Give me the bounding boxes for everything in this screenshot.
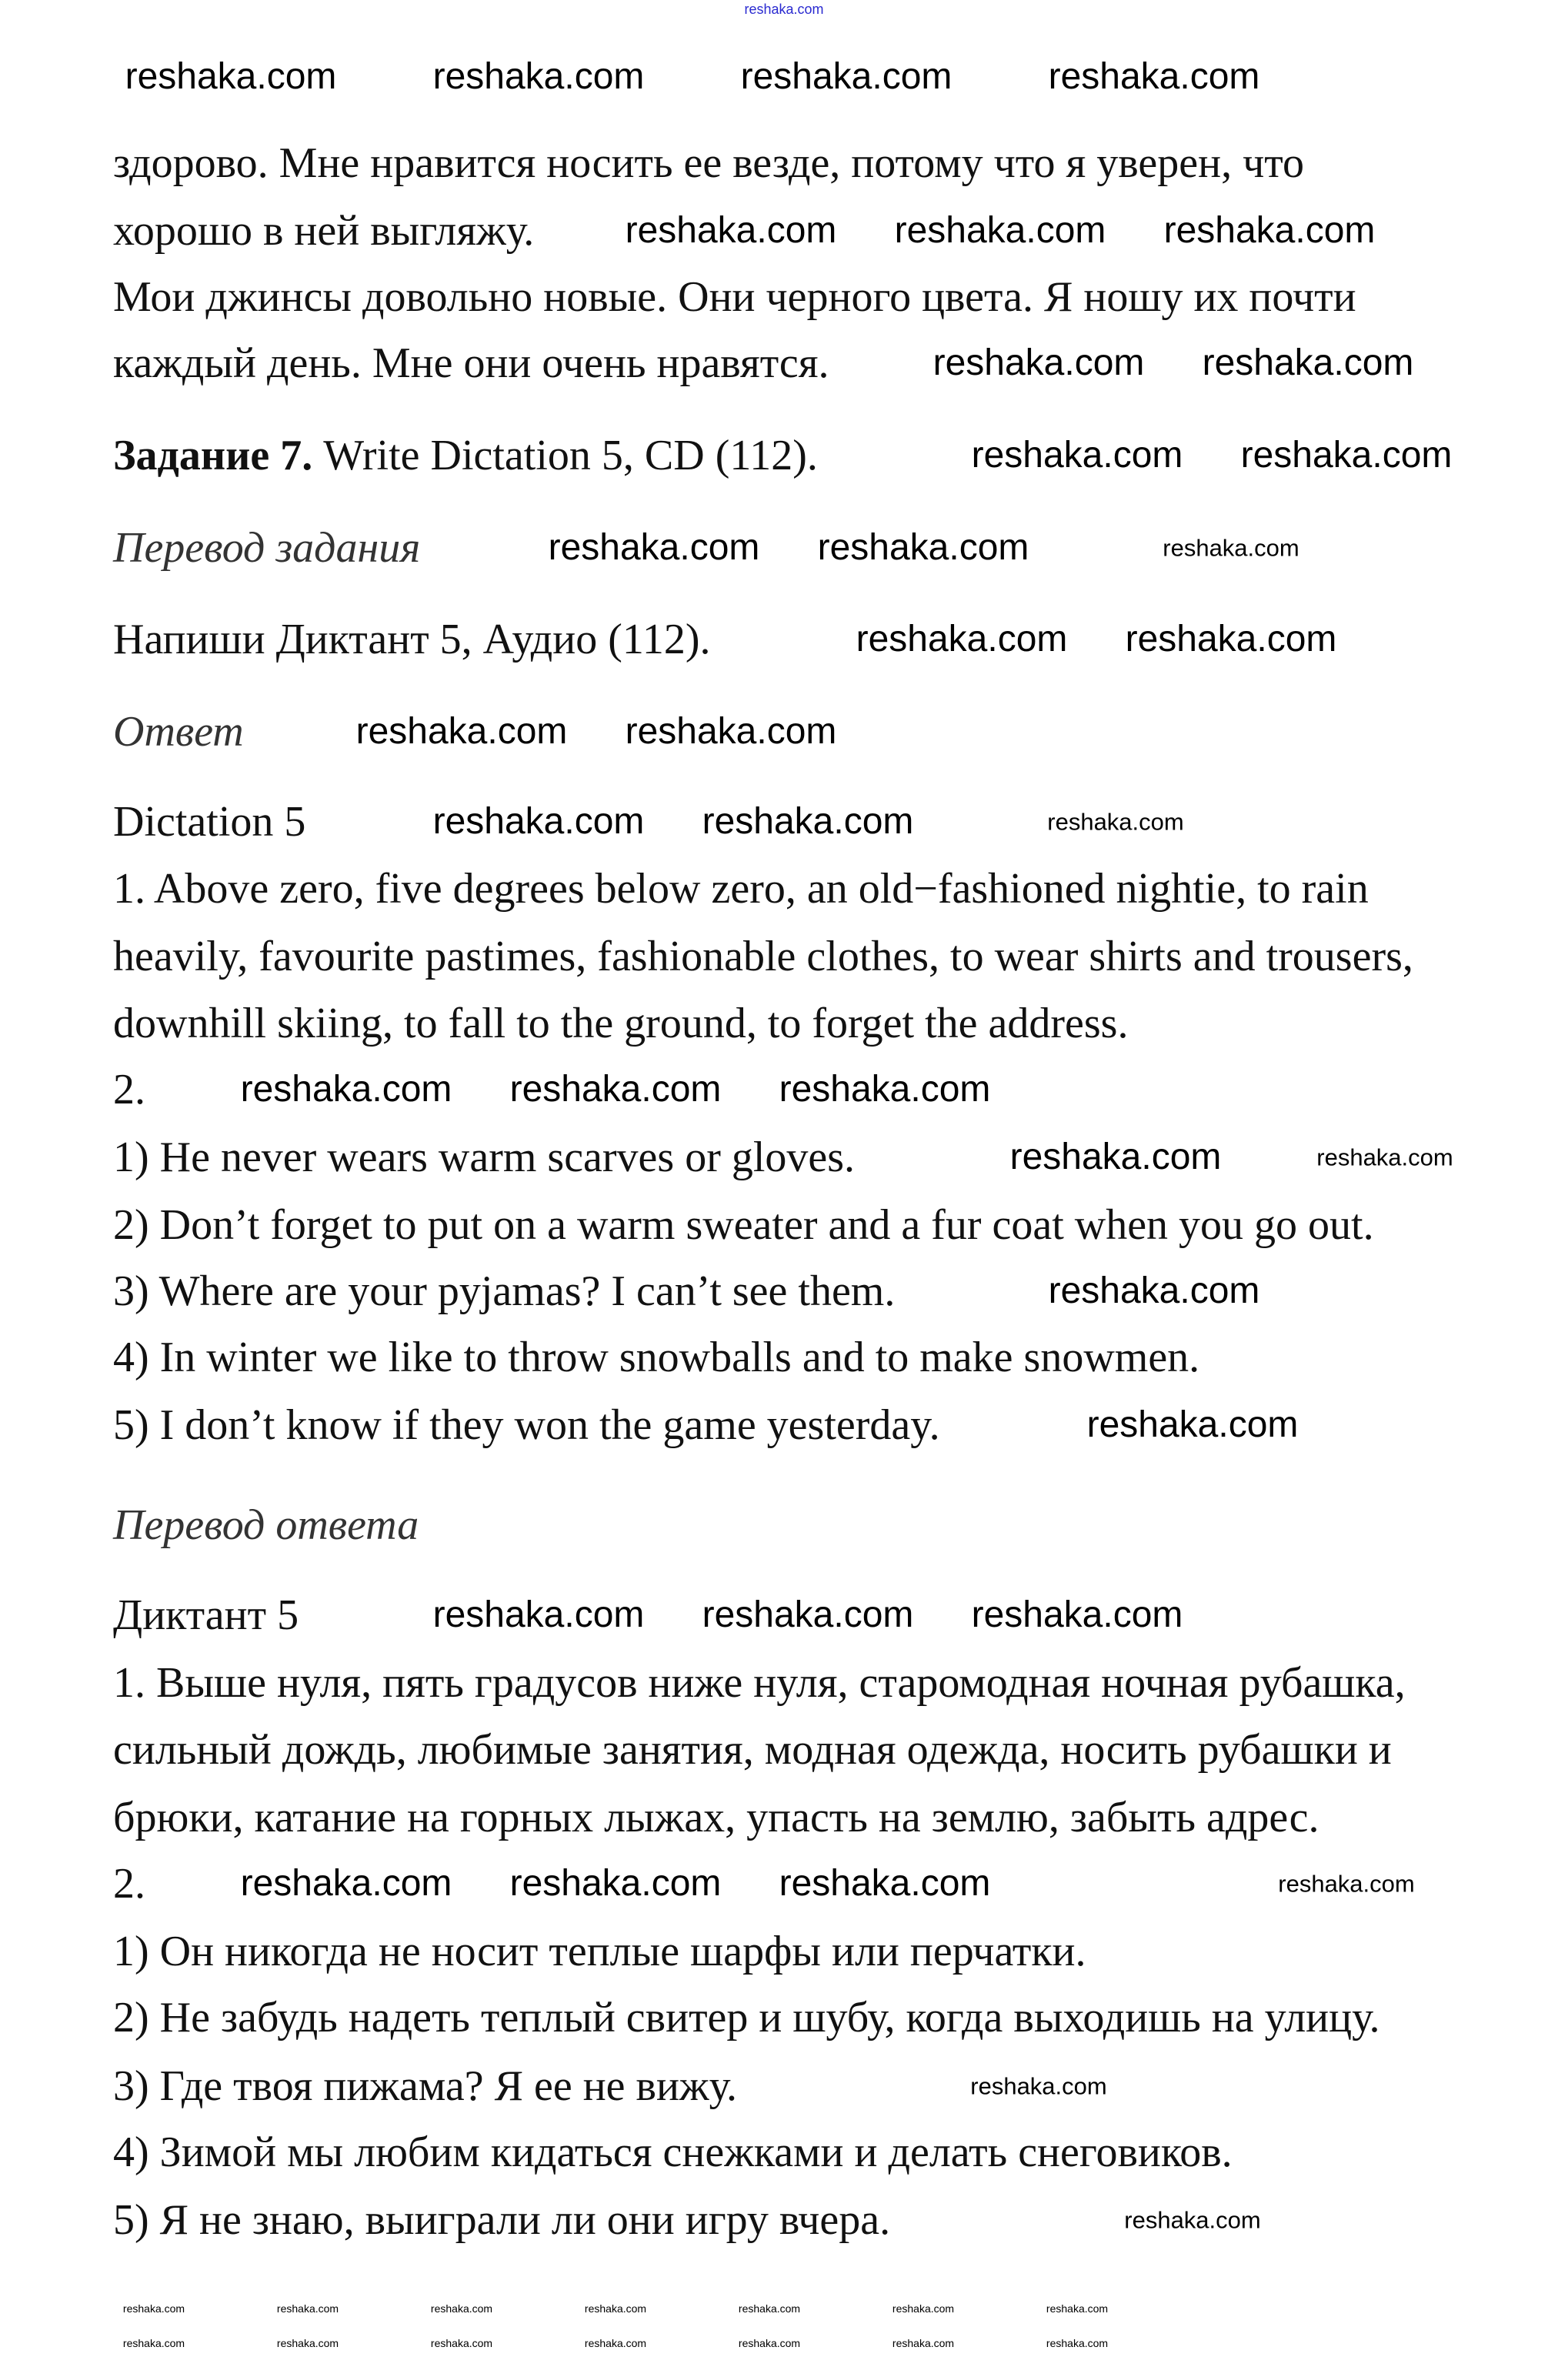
watermark: reshaka.com <box>432 1594 645 1635</box>
watermark: reshaka.com <box>779 1863 991 1904</box>
watermark: reshaka.com <box>1086 1404 1299 1445</box>
text-line: heavily, favourite pastimes, fashionable clothes, to wear shirts and trousers, <box>113 933 1413 980</box>
sentence: 3) Где твоя пижама? Я ее не вижу. <box>113 2062 738 2110</box>
watermark: reshaka.com <box>548 527 760 568</box>
watermark: reshaka.com <box>430 2337 493 2349</box>
watermark: reshaka.com <box>970 2072 1107 2100</box>
watermark: reshaka.com <box>509 1069 722 1110</box>
text-line: downhill skiing, to fall to the ground, to forget the address. <box>113 1000 1129 1047</box>
watermark: reshaka.com <box>738 2337 801 2349</box>
watermark: reshaka.com <box>1124 2206 1261 2234</box>
sentence: 3) Where are your pyjamas? I can’t see them. <box>113 1267 896 1315</box>
text-line: Мои джинсы довольно новые. Они черного цвета. Я ношу их почти <box>113 273 1356 321</box>
sentence: 4) Зимой мы любим кидаться снежками и делать снеговиков. <box>113 2128 1233 2176</box>
sentence: 2) Не забудь надеть теплый свитер и шубу, когда выходишь на улицу. <box>113 1994 1380 2041</box>
task-text: Write Dictation 5, CD (112). <box>312 432 818 479</box>
watermark: reshaka.com <box>584 2337 647 2349</box>
watermark: reshaka.com <box>1048 1270 1260 1311</box>
watermark: reshaka.com <box>1202 342 1414 383</box>
watermark: reshaka.com <box>125 56 337 97</box>
watermark: reshaka.com <box>817 527 1029 568</box>
text-line: хорошо в ней выгляжу. <box>113 207 535 255</box>
watermark: reshaka.com <box>892 2302 955 2315</box>
sentence: 5) Я не знаю, выиграли ли они игру вчера. <box>113 2196 891 2244</box>
sentence: 4) In winter we like to throw snowballs and to make snowmen. <box>113 1334 1200 1381</box>
part-label: 2. <box>113 1860 145 1908</box>
watermark: reshaka.com <box>702 801 914 842</box>
watermark: reshaka.com <box>432 56 645 97</box>
watermark: reshaka.com <box>240 1863 452 1904</box>
task-translation: Напиши Диктант 5, Аудио (112). <box>113 616 711 663</box>
watermark: reshaka.com <box>971 1594 1183 1635</box>
watermark: reshaka.com <box>509 1863 722 1904</box>
watermark: reshaka.com <box>1046 2337 1109 2349</box>
sentence: 5) I don’t know if they won the game yesterday. <box>113 1401 940 1449</box>
watermark: reshaka.com <box>1278 1870 1415 1898</box>
text-line: 1. Above zero, five degrees below zero, an old−fashioned nightie, to rain <box>113 865 1369 913</box>
watermark: reshaka.com <box>892 2337 955 2349</box>
watermark: reshaka.com <box>702 1594 914 1635</box>
task-heading <box>113 434 818 477</box>
watermark: reshaka.com <box>430 2302 493 2315</box>
sentence: 1) Он никогда не носит теплые шарфы или перчатки. <box>113 1928 1086 1975</box>
watermark: reshaka.com <box>122 2337 185 2349</box>
watermark: reshaka.com <box>1046 2302 1109 2315</box>
dictation-title: Dictation 5 <box>113 798 306 846</box>
text-line: 1. Выше нуля, пять градусов ниже нуля, старомодная ночная рубашка, <box>113 1659 1406 1707</box>
site-link-watermark[interactable]: reshaka.com <box>744 2 824 17</box>
watermark: reshaka.com <box>740 56 952 97</box>
text-line: здорово. Мне нравится носить ее везде, потому что я уверен, что <box>113 139 1304 187</box>
watermark: reshaka.com <box>932 342 1145 383</box>
watermark: reshaka.com <box>1316 1143 1453 1171</box>
watermark: reshaka.com <box>1163 210 1376 251</box>
text-line: сильный дождь, любимые занятия, модная одежда, носить рубашки и <box>113 1726 1392 1774</box>
watermark: reshaka.com <box>625 711 837 752</box>
watermark: reshaka.com <box>584 2302 647 2315</box>
dictation-title-ru: Диктант 5 <box>113 1591 299 1639</box>
watermark: reshaka.com <box>894 210 1106 251</box>
watermark: reshaka.com <box>1048 56 1260 97</box>
watermark: reshaka.com <box>1009 1137 1222 1177</box>
watermark: reshaka.com <box>1125 619 1337 659</box>
text-line: брюки, катание на горных лыжах, упасть на землю, забыть адрес. <box>113 1794 1319 1841</box>
watermark: reshaka.com <box>276 2337 339 2349</box>
watermark: reshaka.com <box>971 435 1183 476</box>
sentence: 1) He never wears warm scarves or gloves. <box>113 1133 856 1181</box>
watermark: reshaka.com <box>276 2302 339 2315</box>
watermark: reshaka.com <box>432 801 645 842</box>
part-label: 2. <box>113 1066 145 1113</box>
sentence: 2) Don’t forget to put on a warm sweater and a fur coat when you go out. <box>113 1201 1374 1249</box>
watermark: reshaka.com <box>1240 435 1453 476</box>
translation-heading: Перевод задания <box>113 524 421 572</box>
watermark: reshaka.com <box>355 711 568 752</box>
watermark: reshaka.com <box>738 2302 801 2315</box>
task-number: Задание 7. <box>113 432 313 479</box>
answer-translation-heading: Перевод ответа <box>113 1501 419 1549</box>
watermark: reshaka.com <box>1047 808 1184 836</box>
watermark: reshaka.com <box>856 619 1068 659</box>
watermark: reshaka.com <box>1163 534 1299 562</box>
answer-heading: Ответ <box>113 708 244 756</box>
watermark: reshaka.com <box>122 2302 185 2315</box>
text-line: каждый день. Мне они очень нравятся. <box>113 339 829 387</box>
watermark: reshaka.com <box>779 1069 991 1110</box>
watermark: reshaka.com <box>625 210 837 251</box>
watermark: reshaka.com <box>240 1069 452 1110</box>
